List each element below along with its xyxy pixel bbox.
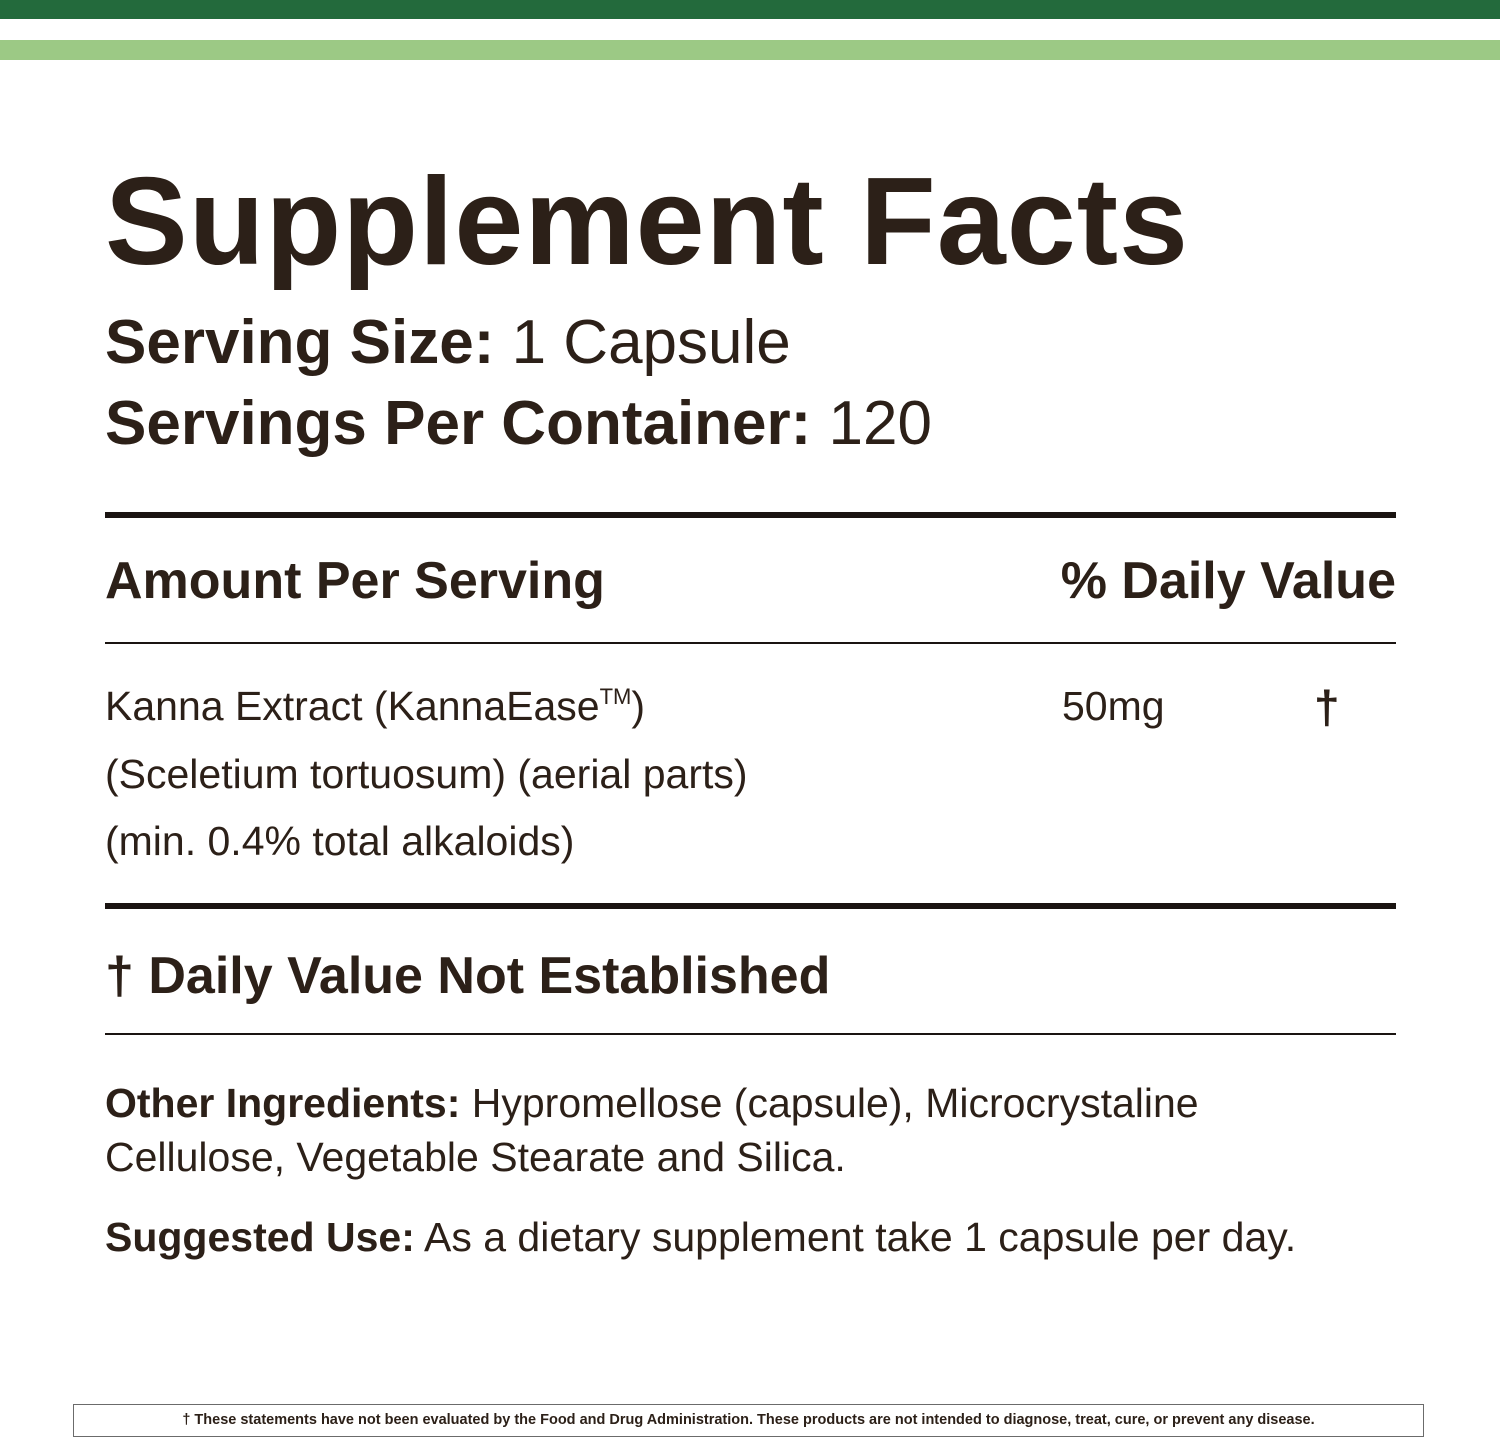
servings-per-container-value: 120 (811, 389, 932, 458)
ingredient-amount: 50mg (1062, 683, 1165, 729)
divider-thick-top (105, 512, 1396, 518)
divider-thin-header (105, 642, 1396, 644)
serving-size-label: Serving Size: (105, 308, 495, 377)
fda-disclaimer: † These statements have not been evaluated by the Food and Drug Administration. These products are not intended to diagnose, treat, cure, or prevent any disease. (73, 1404, 1424, 1437)
serving-size-value: 1 Capsule (494, 308, 791, 377)
daily-value-header: % Daily Value (1060, 552, 1396, 610)
ingredient-botanical: (Sceletium tortuosum) (aerial parts) (105, 751, 748, 797)
other-ingredients (105, 1076, 1365, 1184)
suggested-use-value: As a dietary supplement take 1 capsule per day. (414, 1214, 1297, 1260)
ingredient-name-prefix: Kanna Extract (KannaEase (105, 683, 600, 729)
other-ingredients-value: Hypromellose (capsule), Microcrystaline Cellulose, Vegetable Stearate and Silica. (105, 1080, 1199, 1180)
ingredient-standardization: (min. 0.4% total alkaloids) (105, 818, 575, 864)
ingredient-daily-value: † (1314, 681, 1340, 733)
servings-per-container-label: Servings Per Container: (105, 389, 812, 458)
suggested-use (105, 1214, 1297, 1260)
daily-value-note: † Daily Value Not Established (105, 947, 831, 1005)
trademark-mark: TM (599, 684, 632, 709)
divider-thin-note (105, 1033, 1396, 1035)
ingredient-name (105, 683, 646, 729)
suggested-use-label: Suggested Use: (105, 1214, 415, 1260)
serving-size (105, 308, 791, 377)
divider-thick-middle (105, 903, 1396, 909)
top-bar-dark (0, 0, 1500, 19)
top-bar-light (0, 40, 1500, 60)
ingredient-name-suffix: ) (631, 683, 646, 729)
page-title: Supplement Facts (105, 153, 1189, 291)
amount-per-serving-header: Amount Per Serving (105, 552, 605, 610)
servings-per-container (105, 389, 932, 458)
other-ingredients-label: Other Ingredients: (105, 1080, 461, 1126)
